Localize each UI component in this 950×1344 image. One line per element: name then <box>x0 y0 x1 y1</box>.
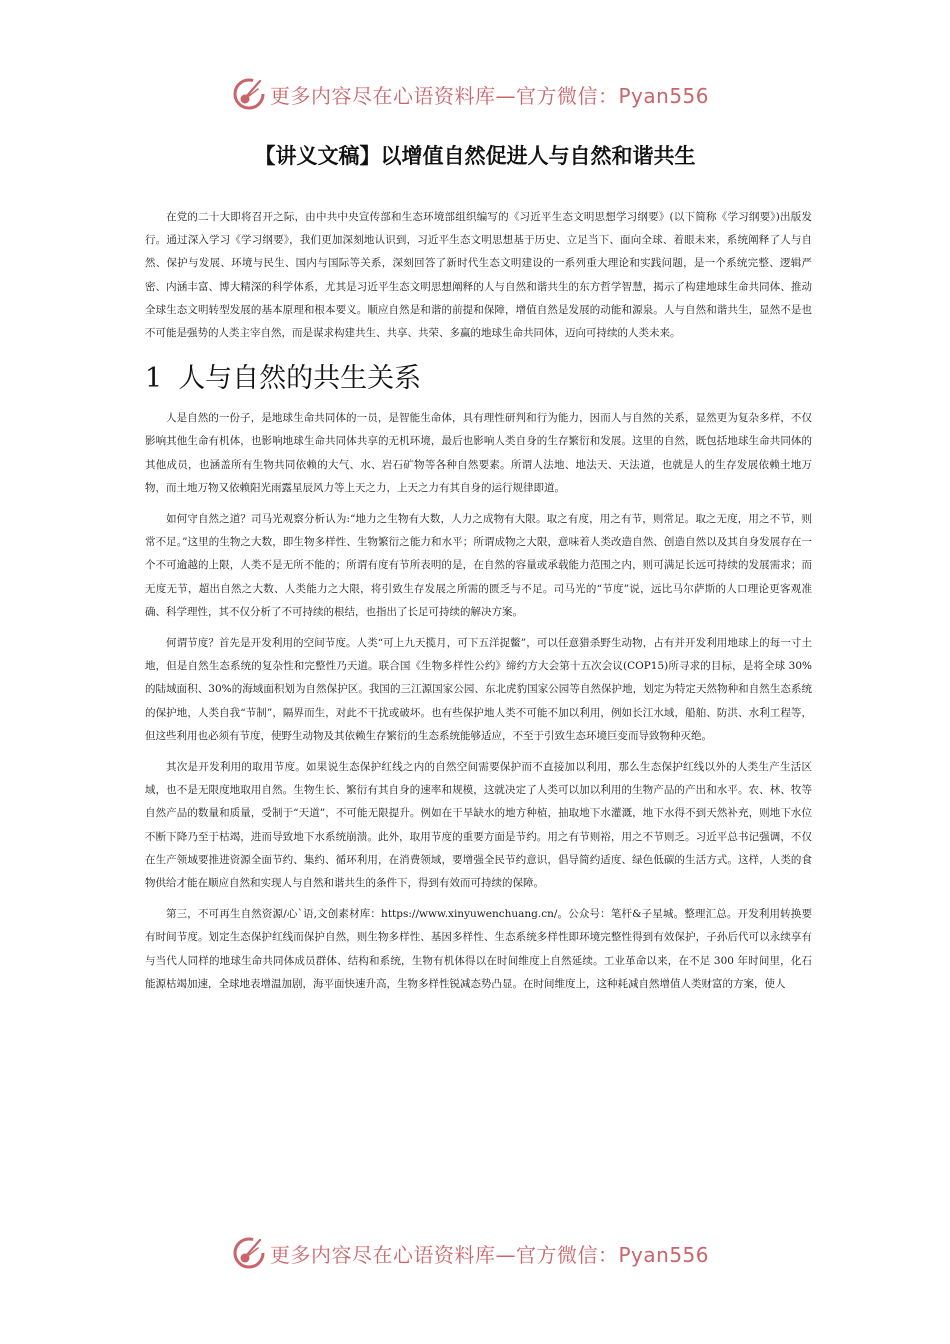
body-paragraph: 第三，不可再生自然资源/心`语,文创素材库：https://www.xinyuwenchuang.cn/。公众号：笔杆&子星城。整理汇总。开发利用转换要有时间节度。划定生态保护红线而保护自然，则生物多样性、基因多样性、生态系统多样性即环境完整性得到有效保护，子孙后代可以永续享有与当代人同样的地球生命共同体成员群体、结构和系统，生物有机体得以在时间维度上自然延续。工业革命以来，在不足 300 年时间里，化石能源枯竭加速，全球地表增温加剧，海平面快速升高，生物多样性锐减态势凸显。在时间维度上，这种耗减自然增值人类财富的方案，使人 <box>145 908 812 990</box>
section-number: 1 <box>145 363 163 395</box>
body-paragraph: 何谓节度？首先是开发利用的空间节度。人类“可上九天揽月，可下五洋捉鳖”，可以任意猎杀野生动物，占有并开发利用地球上的每一寸土地，但是自然生态系统的复杂性和完整性乃天道。联合国《生物多样性公约》缔约方大会第十五次会议(COP15)所寻求的目标，是将全球 30%的陆域面积、30%的海域面积划为自然保护区。我国的三江源国家公园、东北虎豹国家公园等自然保护地，划定为特定天然物种和自然生态系统的保护地，人类自我“节制”，隔界而生，对此不干扰或破坏。也有些保护地人类不可能不加以利用，例如长江水域，船舶、防洪、水利工程等，但这些利用也必须有节度，使野生动物及其依赖生存繁衍的生态系统能够适应，不至于引致生态环境巨变而导致物种灭绝。 <box>145 637 812 742</box>
section-title: 人与自然的共生关系 <box>178 363 422 395</box>
brand-logo-icon <box>232 1236 266 1270</box>
section-heading <box>145 359 812 399</box>
intro-paragraph: 在党的二十大即将召开之际，由中共中央宣传部和生态环境部组织编写的《习近平生态文明思想学习纲要》(以下简称《学习纲要》)出版发行。通过深入学习《学习纲要》，我们更加深刻地认识到，习近平生态文明思想基于历史、立足当下、面向全球、着眼未来，系统阐释了人与自然、保护与发展、环境与民生、国内与国际等关系，深刻回答了新时代生态文明建设的一系列重大理论和实践问题，是一个系统完整、逻辑严密、内涵丰富、博大精深的科学体系，尤其是习近平生态文明思想阐释的人与自然和谐共生的东方哲学智慧，揭示了构建地球生命共同体、推动全球生态文明转型发展的基本原理和根本要义。顺应自然是和谐的前提和保障，增值自然是发展的动能和源泉。人与自然和谐共生，显然不是也不可能是强势的人类主宰自然，而是谋求构建共生、共享、共荣、多赢的地球生命共同体，迈向可持续的人类未来。 <box>145 211 812 340</box>
banner-text: 更多内容尽在心语资料库—官方微信：Pyan556 <box>270 1242 710 1267</box>
document-title: 【讲义文稿】以增值自然促进人与自然和谐共生 <box>254 144 696 168</box>
watermark-banner-top <box>232 74 752 114</box>
watermark-banner-bottom <box>232 1233 752 1273</box>
brand-logo-icon <box>232 77 266 111</box>
banner-text: 更多内容尽在心语资料库—官方微信：Pyan556 <box>270 83 710 108</box>
body-paragraph: 其次是开发利用的取用节度。如果说生态保护红线之内的自然空间需要保护而不直接加以利用，那么生态保护红线以外的人类生产生活区域，也不是无限度地取用自然。生物生长、繁衍有其自身的速率和规模，这就决定了人类可以加以利用的生物产品的产出和水平。农、林、牧等自然产品的数量和质量，受制于“天道”，不可能无限提升。例如在干旱缺水的地方种植，抽取地下水灌溉，地下水得不到天然补充，则地下水位不断下降乃至于枯竭，进而导致地下水系统崩溃。此外，取用节度的重要方面是节约。用之有节则裕，用之不节则乏。习近平总书记强调，不仅在生产领域要推进资源全面节约、集约、循环利用，在消费领域，要增强全民节约意识，倡导简约适度、绿色低碳的生活方式。这样，人类的食物供给才能在顺应自然和实现人与自然和谐共生的条件下，得到有效而可持续的保障。 <box>145 761 812 890</box>
body-paragraph: 如何守自然之道？司马光观察分析认为:“地力之生物有大数，人力之成物有大限。取之有度，用之有节，则常足。取之无度，用之不节，则常不足。”这里的生物之大数，即生物多样性、生物繁衍之能力和水平；所谓成物之大限，意味着人类改造自然、创造自然以及其自身发展存在一个不可逾越的上限，人类不是无所不能的；所谓有度有节所表明的是，在自然的容量或承载能力范围之内，则可满足长远可持续的发展需求；而无度无节，超出自然之大数、人类能力之大限，将引致生存发展之所需的匮乏与不足。司马光的“节度”说，远比马尔萨斯的人口理论更客观准确、科学理性，其不仅分析了不可持续的根结，也指出了长足可持续的解决方案。 <box>145 513 812 618</box>
document-body <box>145 206 812 996</box>
body-paragraph: 人是自然的一份子，是地球生命共同体的一员，是智能生命体，具有理性研判和行为能力，因而人与自然的关系，显然更为复杂多样，不仅影响其他生命有机体，也影响地球生命共同体共享的无机环境，最后也影响人类自身的生存繁衍和发展。这里的自然，既包括地球生命共同体的其他成员，也涵盖所有生物共同依赖的大气、水、岩石矿物等各种自然要素。所谓人法地、地法天、天法道，也就是人的生存发展依赖土地万物，而土地万物又依赖阳光雨露星辰风力等上天之力，上天之力有其自身的运行规律即道。 <box>145 412 812 494</box>
